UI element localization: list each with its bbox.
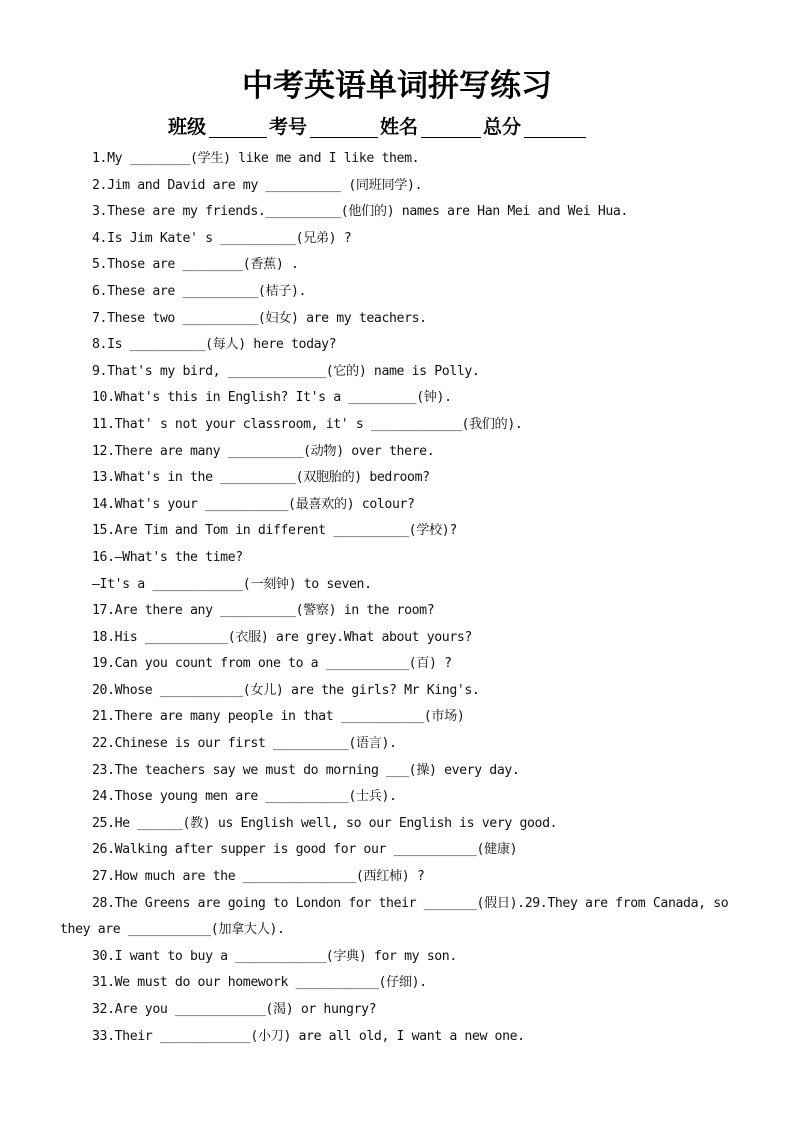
question-item: 21.There are many people in that ___________(市场)	[92, 709, 465, 725]
question-item: 8.Is __________(每人) here today?	[92, 337, 337, 353]
question-item: 17.Are there any __________(警察) in the room?	[92, 603, 435, 619]
question-item: 1.My ________(学生) like me and I like them.	[92, 151, 420, 166]
question-item: 22.Chinese is our first __________(语言).	[92, 736, 397, 752]
name-label: 姓名	[380, 116, 419, 138]
question-item: 16.—What's the time?	[92, 549, 243, 565]
question-item: 6.These are __________(桔子).	[92, 283, 307, 299]
class-blank[interactable]	[209, 119, 267, 138]
question-item: 28.The Greens are going to London for their _______(假日).29.They are from Canada, so they are ___________(加拿大人).	[60, 895, 729, 938]
question-item: 10.What's this in English? It's a _________(钟).	[92, 390, 452, 406]
question-item: 19.Can you count from one to a ___________(百) ?	[92, 656, 452, 672]
worksheet-title: 中考英语单词拼写练习	[242, 68, 552, 104]
question-item: 13.What's in the __________(双胞胎的) bedroom?	[92, 470, 430, 486]
question-list	[60, 146, 740, 1050]
exam-number-blank[interactable]	[310, 119, 378, 138]
question-item: 18.His ___________(衣服) are grey.What about yours?	[92, 629, 472, 645]
question-item: 14.What's your ___________(最喜欢的) colour?	[92, 496, 415, 512]
total-score-label: 总分	[483, 116, 522, 138]
question-item: 15.Are Tim and Tom in different __________(学校)?	[92, 523, 457, 539]
question-item: 27.How much are the _______________(西红柿) ?	[92, 869, 425, 885]
exam-number-label: 考号	[269, 116, 308, 138]
question-item: 12.There are many __________(动物) over there.	[92, 443, 435, 459]
question-item: 32.Are you ____________(渴) or hungry?	[92, 1002, 377, 1017]
class-label: 班级	[168, 116, 207, 138]
question-item: 4.Is Jim Kate' s __________(兄弟) ?	[92, 230, 352, 246]
question-item: —It's a ____________(一刻钟) to seven.	[92, 576, 372, 592]
question-item: 9.That's my bird, _____________(它的) name is Polly.	[92, 363, 480, 379]
question-item: 11.That' s not your classroom, it' s ____________(我们的).	[92, 416, 523, 432]
question-item: 2.Jim and David are my __________ (同班同学).	[92, 177, 423, 193]
question-item: 24.Those young men are ___________(士兵).	[92, 789, 397, 805]
student-info-header	[168, 112, 588, 138]
question-item: 7.These two __________(妇女) are my teachers.	[92, 310, 427, 326]
name-blank[interactable]	[421, 119, 481, 138]
question-item: 31.We must do our homework ___________(仔细).	[92, 975, 427, 991]
question-item: 26.Walking after supper is good for our ___________(健康)	[92, 842, 518, 858]
question-item: 30.I want to buy a ____________(字典) for my son.	[92, 948, 457, 964]
question-item: 23.The teachers say we must do morning ___(操) every day.	[92, 762, 520, 778]
question-item: 3.These are my friends.__________(他们的) names are Han Mei and Wei Hua.	[92, 204, 628, 220]
total-score-blank[interactable]	[524, 119, 586, 138]
question-item: 20.Whose ___________(女儿) are the girls? Mr King's.	[92, 682, 480, 698]
question-item: 25.He ______(教) us English well, so our English is very good.	[92, 815, 558, 831]
question-item: 5.Those are ________(香蕉) .	[92, 257, 299, 273]
question-item: 33.Their ____________(小刀) are all old, I want a new one.	[92, 1028, 525, 1044]
